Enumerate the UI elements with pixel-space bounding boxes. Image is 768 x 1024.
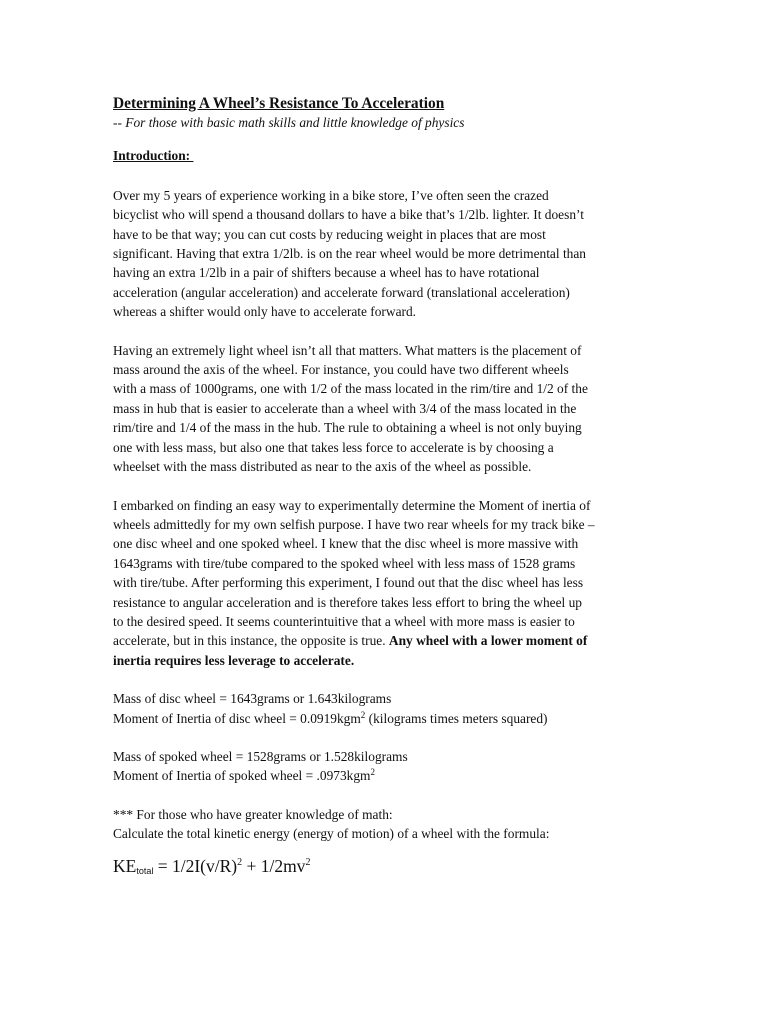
- paragraph-2-line: one with less mass, but also one that takes less force to accelerate is by choosing a: [113, 439, 554, 455]
- exponent: 2: [370, 767, 375, 778]
- disc-moi-unit-note: (kilograms times meters squared): [365, 710, 548, 726]
- formula-ke: KE: [113, 856, 137, 876]
- math-note-heading: *** For those who have greater knowledge of math:: [113, 806, 393, 822]
- paragraph-3-line: resistance to angular acceleration and is therefore takes less effort to bring the wheel up: [113, 594, 582, 610]
- formula-rotational-term: = 1/2I(v/R): [153, 856, 238, 876]
- paragraph-1-line: having an extra 1/2lb in a pair of shifters because a wheel has to have rotational: [113, 265, 540, 281]
- emphasis-text: Any wheel with a lower moment of: [388, 633, 588, 649]
- intro-heading: Introduction:: [113, 148, 194, 164]
- paragraph-2-line: wheelset with the mass distributed as near to the axis of the wheel as possible.: [113, 459, 532, 475]
- exponent: 2: [360, 709, 366, 720]
- spoked-moment-of-inertia: [113, 766, 661, 785]
- paragraph-2-line: with a mass of 1000grams, one with 1/2 of the mass located in the rim/tire and 1/2 of the: [113, 381, 588, 397]
- paragraph-1-line: acceleration (angular acceleration) and accelerate forward (translational acceleration): [113, 284, 570, 300]
- paragraph-3-line: 1643grams with tire/tube compared to the spoked wheel with less mass of 1528 grams: [113, 555, 576, 571]
- paragraph-2-line: Having an extremely light wheel isn’t all that matters. What matters is the placement of: [113, 342, 582, 358]
- math-note: [113, 805, 661, 844]
- paragraph-3-text: accelerate, but in this instance, the opposite is true.: [113, 633, 389, 649]
- document-subtitle: -- For those with basic math skills and little knowledge of physics: [113, 115, 465, 130]
- spoked-moi-value: Moment of Inertia of spoked wheel = .0973kgm: [113, 768, 371, 784]
- document-title: Determining A Wheel’s Resistance To Acceleration: [113, 95, 445, 112]
- paragraph-2-line: mass around the axis of the wheel. For instance, you could have two different wheels: [113, 362, 569, 378]
- exponent: 2: [237, 857, 243, 868]
- paragraph-3: [113, 496, 661, 671]
- emphasis-text: inertia requires less leverage to accelerate.: [113, 652, 355, 668]
- paragraph-2-line: mass in hub that is easier to accelerate than a wheel with 3/4 of the mass located in the: [113, 400, 577, 416]
- spoked-wheel-data: [113, 747, 661, 786]
- paragraph-3-line: with tire/tube. After performing this experiment, I found out that the disc wheel has less: [113, 575, 584, 591]
- kinetic-energy-formula: [113, 856, 310, 877]
- disc-wheel-data: [113, 689, 661, 728]
- formula-subscript: total: [136, 866, 154, 876]
- paragraph-1-line: whereas a shifter would only have to accelerate forward.: [113, 304, 417, 320]
- paragraph-1-line: bicyclist who will spend a thousand dollars to have a bike that’s 1/2lb. lighter. It doesn’t: [113, 207, 584, 223]
- paragraph-3-line: [113, 631, 661, 650]
- paragraph-3-line: to the desired speed. It seems counterintuitive that a wheel with more mass is easier to: [113, 613, 575, 629]
- paragraph-3-line: I embarked on finding an easy way to experimentally determine the Moment of inertia of: [113, 497, 591, 513]
- paragraph-2-line: rim/tire and 1/4 of the mass in the hub. The rule to obtaining a wheel is not only buying: [113, 420, 582, 436]
- disc-moment-of-inertia: [113, 709, 661, 728]
- spoked-mass: Mass of spoked wheel = 1528grams or 1.528kilograms: [113, 748, 408, 764]
- exponent: 2: [305, 857, 311, 868]
- paragraph-3-line: wheels admittedly for my own selfish purpose. I have two rear wheels for my track bike –: [113, 516, 595, 532]
- disc-mass: Mass of disc wheel = 1643grams or 1.643kilograms: [113, 691, 392, 707]
- disc-moi-value: Moment of Inertia of disc wheel = 0.0919kgm: [113, 710, 361, 726]
- paragraph-1-line: have to be that way; you can cut costs by reducing weight in places that are most: [113, 226, 546, 242]
- paragraph-1: [113, 186, 661, 322]
- document-body: [113, 94, 661, 844]
- paragraph-1-line: Over my 5 years of experience working in a bike store, I’ve often seen the crazed: [113, 187, 549, 203]
- formula-translational-term: + 1/2mv: [242, 856, 306, 876]
- math-instruction: Calculate the total kinetic energy (energy of motion) of a wheel with the formula:: [113, 826, 550, 842]
- paragraph-1-line: significant. Having that extra 1/2lb. is on the rear wheel would be more detrimental than: [113, 246, 586, 262]
- paragraph-3-line: one disc wheel and one spoked wheel. I knew that the disc wheel is more massive with: [113, 536, 579, 552]
- paragraph-2: [113, 341, 661, 477]
